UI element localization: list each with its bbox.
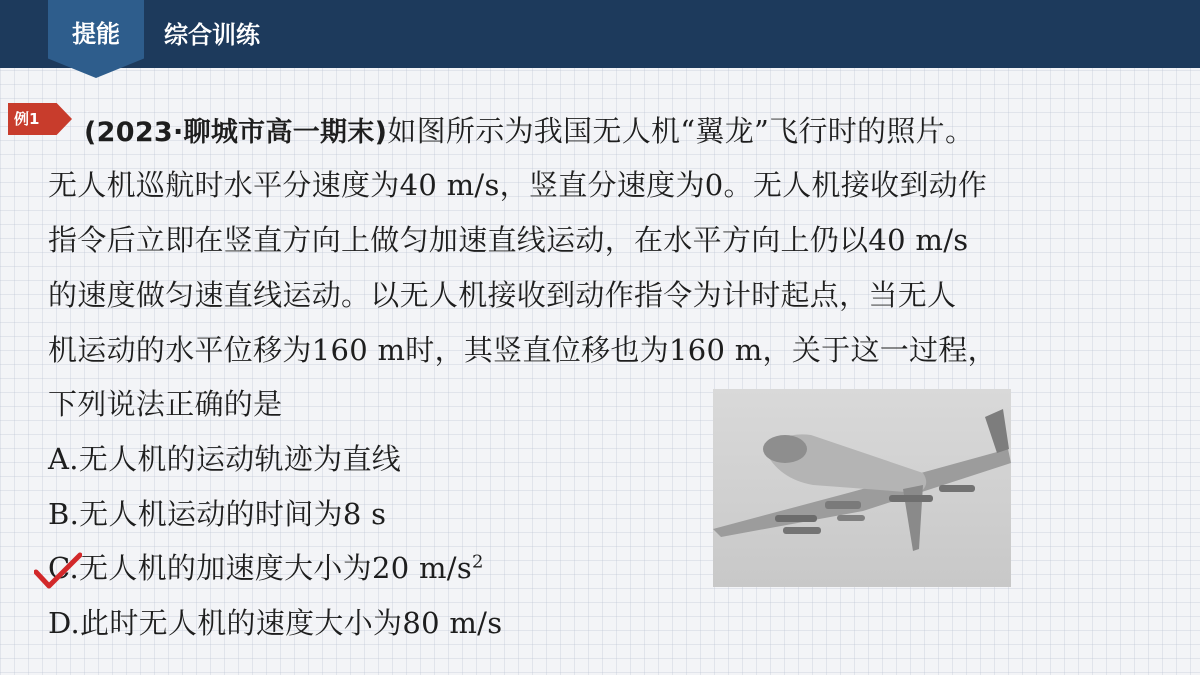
example-badge-label: 例1 [14,110,40,128]
drone-payload [783,527,821,534]
question-line-1 [84,109,974,150]
drone-nose [763,435,807,463]
question-line-3: 指令后立即在竖直方向上做匀加速直线运动，在水平方向上仍以40 m/s [48,223,969,257]
question-line-6: 下列说法正确的是 [48,387,283,421]
drone-tail [903,485,923,551]
drone-payload [889,495,933,502]
question-text-1: 如图所示为我国无人机“翼龙”飞行时的照片。 [387,114,975,148]
option-c-label: C.无人机的加速度大小为20 m/s [48,551,473,585]
check-mark-icon [34,552,82,590]
option-d[interactable]: D.此时无人机的速度大小为80 m/s [48,606,503,640]
drone-winglet [985,409,1009,453]
drone-payload [775,515,817,522]
option-a[interactable]: A.无人机的运动轨迹为直线 [48,442,402,476]
option-b[interactable]: B.无人机运动的时间为8 s [48,497,387,531]
question-source: (2023·聊城市高一期末) [84,117,388,148]
drone-payload [939,485,975,492]
drone-payload [837,515,865,521]
question-line-4: 的速度做匀速直线运动。以无人机接收到动作指令为计时起点，当无人 [48,278,957,312]
section-title: 综合训练 [164,21,260,49]
drone-image [713,389,1011,587]
option-c[interactable] [48,546,484,587]
question-line-2: 无人机巡航时水平分速度为40 m/s，竖直分速度为0。无人机接收到动作 [48,168,988,202]
drone-payload [825,501,861,509]
option-c-superscript: 2 [472,551,484,573]
header-tab-label: 提能 [72,20,120,48]
question-line-5: 机运动的水平位移为160 m时，其竖直位移也为160 m，关于这一过程， [48,333,997,367]
drone-photo [713,389,1011,587]
